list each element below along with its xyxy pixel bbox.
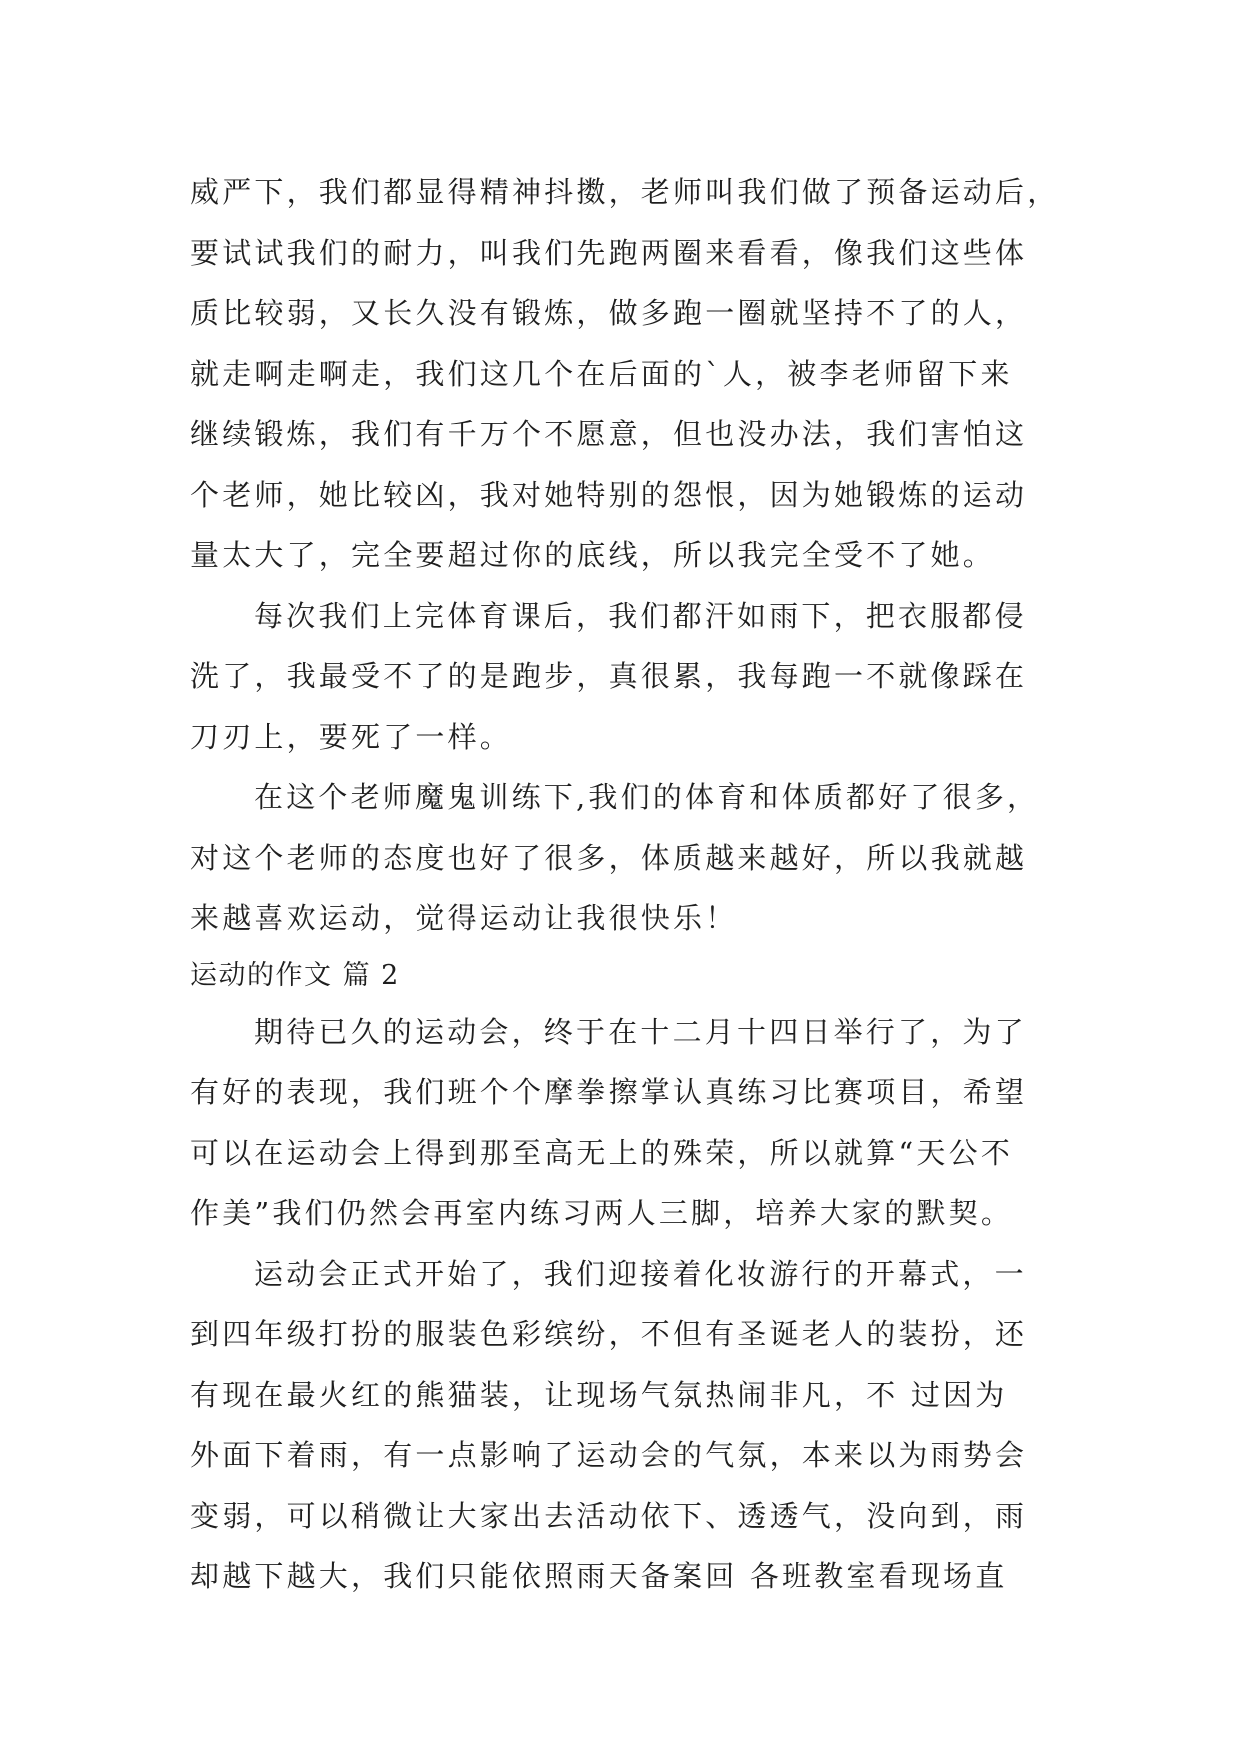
text-line: 来越喜欢运动，觉得运动让我很快乐！: [190, 901, 738, 935]
text-line: 洗了，我最受不了的是跑步，真很累，我每跑一不就像踩在: [190, 659, 1028, 693]
text-line: 作美”我们仍然会再室内练习两人三脚，培养大家的默契。: [190, 1196, 1014, 1230]
text-line: 刀刃上，要死了一样。: [190, 719, 513, 754]
text-line: 外面下着雨，有一点影响了运动会的气氛，本来以为雨势会: [190, 1438, 1028, 1472]
text-line: 变弱，可以稍微让大家出去活动依下、透透气，没向到，雨: [190, 1498, 1028, 1533]
text-line: 质比较弱，又长久没有锻炼，做多跑一圈就坚持不了的人，: [190, 296, 1028, 330]
text-line: 继续锻炼，我们有千万个不愿意，但也没办法，我们害怕这: [190, 417, 1028, 451]
text-line: 就走啊走啊走，我们这几个在后面的`人，被李老师留下来: [190, 356, 1013, 391]
text-line: 每次我们上完体育课后，我们都汗如雨下，把衣服都侵: [254, 598, 1027, 633]
document-body: [190, 162, 1070, 1607]
text-line: 有好的表现，我们班个个摩拳擦掌认真练习比赛项目，希望: [190, 1075, 1028, 1109]
text-line: 到四年级打扮的服装色彩缤纷，不但有圣诞老人的装扮，还: [190, 1317, 1028, 1351]
text-line: 运动会正式开始了，我们迎接着化妆游行的开幕式，一: [254, 1256, 1027, 1291]
text-line: 却越下越大，我们只能依照雨天备案回 各班教室看现场直: [190, 1559, 1008, 1593]
section-heading: 运动的作文 篇 2: [190, 959, 400, 991]
text-line: 期待已久的运动会，终于在十二月十四日举行了，为了: [254, 1014, 1027, 1049]
text-line: 威严下，我们都显得精神抖擞，老师叫我们做了预备运动后，: [190, 175, 1060, 209]
text-line: 在这个老师魔鬼训练下,我们的体育和体质都好了很多，: [254, 780, 1040, 814]
text-line: 有现在最火红的熊猫装，让现场气氛热闹非凡，不 过因为: [190, 1377, 1008, 1412]
text-line: 可以在运动会上得到那至高无上的殊荣，所以就算“天公不: [190, 1135, 1014, 1170]
text-line: 量太大了，完全要超过你的底线，所以我完全受不了她。: [190, 538, 996, 572]
text-line: 要试试我们的耐力，叫我们先跑两圈来看看，像我们这些体: [190, 235, 1028, 270]
text-line: 对这个老师的态度也好了很多，体质越来越好，所以我就越: [190, 840, 1028, 875]
text-line: 个老师，她比较凶，我对她特别的怨恨，因为她锻炼的运动: [190, 477, 1028, 512]
